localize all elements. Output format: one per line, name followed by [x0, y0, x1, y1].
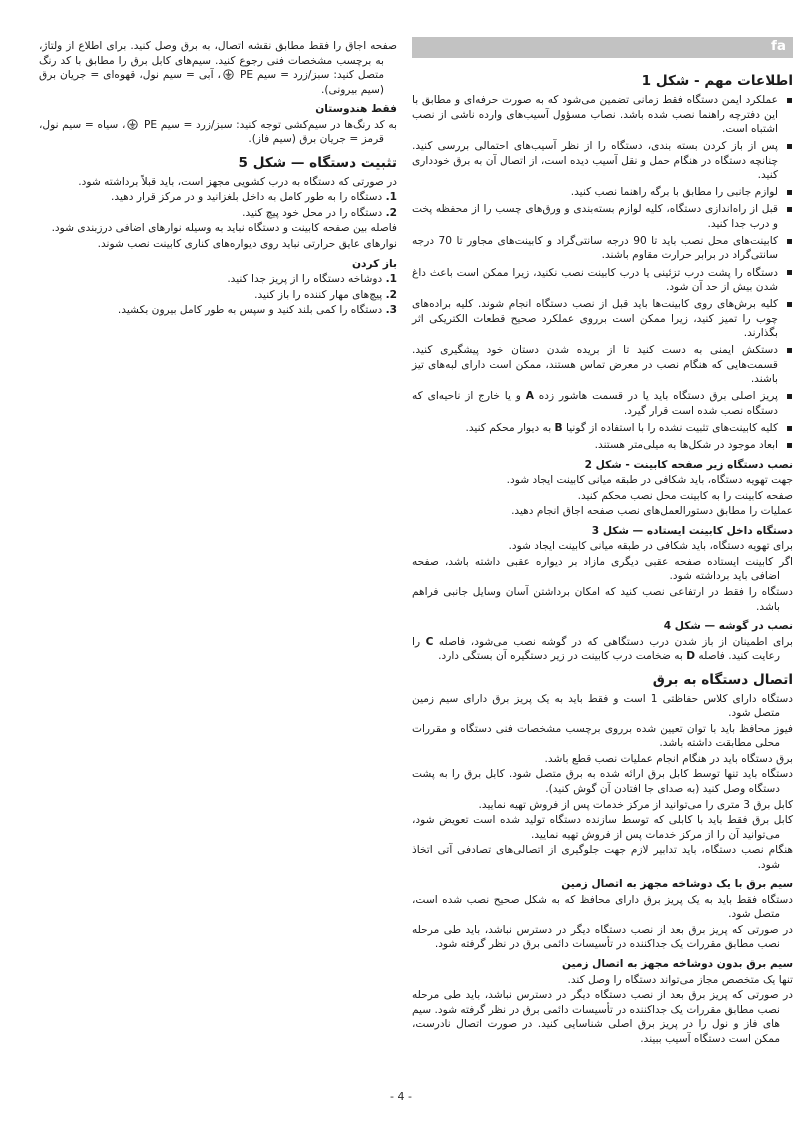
bullet-text: پریز اصلی برق دستگاه باید یا در قسمت هاشور زده A و یا خارج از ناحیه‌ای که دستگاه نصب شده است قرار گیرد. — [412, 390, 778, 417]
bullet-square-icon — [787, 394, 792, 399]
bullet-text: لوازم جانبی را مطابق با برگه راهنما نصب کنید. — [570, 186, 778, 199]
subsection-heading: فقط هندوستان — [315, 103, 397, 116]
paragraph: دستگاه فقط باید به یک پریز برق دارای محافظ که به شکل صحیح نصب شده است، متصل شود. — [412, 893, 793, 921]
paragraph: عملیات را مطابق دستورالعمل‌های نصب صفحه اجاق انجام دهید. — [511, 505, 793, 518]
bullet-text: کابینت‌های محل نصب باید تا 90 درجه سانتی‌گراد و کابینت‌های مجاور تا 70 درجه سانتی‌گراد در برابر حرارت مقاوم باشند. — [412, 234, 778, 262]
paragraph: در صورتی که پریز برق بعد از نصب دستگاه دیگر در دسترس نباشد، باید طی مرحله نصب مطابق مقررات یک جداکننده در تأسیسات دائمی برق در نظر گرفته شود. سیم های فاز و نول را در پریز برق اصلی شناسایی کنید. در صورت اتصال نادرست، ممکن است دستگاه آسیب ببیند. — [412, 989, 793, 1045]
paragraph: اگر کابینت ایستاده صفحه عقبی دیگری مازاد بر دیواره عقبی داشته باشد، صفحه اضافی باید برداشته شود. — [412, 555, 793, 583]
bullet-text: دستکش ایمنی به دست کنید تا از بریده شدن دستان خود پیشگیری کنید. قسمت‌هایی که هنگام نصب در معرض تماس هستند، ممکن است دارای لبه‌های تیز باشند. — [412, 344, 778, 386]
paragraph: هنگام نصب دستگاه، باید تدابیر لازم جهت جلوگیری از اتصالی‌های تصادفی آتی اتخاذ شود. — [412, 844, 793, 871]
right-column — [412, 37, 793, 1047]
page-number: - 4 - — [390, 1090, 412, 1103]
paragraph: تنها یک متخصص مجاز می‌تواند دستگاه را وصل کند. — [567, 973, 793, 986]
section-heading: اطلاعات مهم - شکل 1 — [641, 73, 793, 89]
left-column-content — [39, 39, 397, 318]
bullet-item — [412, 389, 793, 418]
paragraph: صفحه اجاق را فقط مطابق نقشه اتصال، به برق وصل کنید. برای اطلاع از ولتاژ، به برچسب مشخصات فنی رجوع کنید. سیم‌های کابل برق را مطابق با کد رنگ متصل کنید: سبز/زرد = سیم PE ، آبی = سیم نول، قهوه‌ای = جریان برق (سیم بیرونی). — [39, 40, 397, 96]
language-bar — [412, 37, 793, 58]
paragraph: کابل برق فقط باید با کابلی که توسط سازنده دستگاه تولید شده است تعویض شود، می‌توانید آن را از مرکز خدمات پس از فروش تهیه نمایید. — [412, 814, 793, 841]
bullet-text: ابعاد موجود در شکل‌ها به میلی‌متر هستند. — [594, 439, 778, 452]
paragraph: برای اطمینان از باز شدن درب دستگاهی که در گوشه نصب می‌شود، فاصله C را رعایت کنید. فاصله D به ضخامت درب کابینت در زیر دستگیره آن بستگی دارد. — [412, 635, 793, 663]
paragraph: جهت تهویه دستگاه، باید شکافی در طبقه میانی کابینت ایجاد شود. — [506, 474, 793, 487]
bullet-square-icon — [787, 270, 792, 275]
numbered-step: 3. دستگاه را کمی بلند کنید و سپس به طور کامل بیرون بکشید. — [117, 304, 397, 317]
bullet-square-icon — [787, 190, 792, 195]
subsection-heading: سیم برق با یک دوشاخه مجهز به اتصال زمین — [561, 878, 793, 891]
subsection-heading: نصب دستگاه زیر صفحه کابینت - شکل 2 — [584, 458, 793, 471]
left-column — [39, 39, 397, 319]
bullet-item — [412, 266, 793, 295]
bullet-square-icon — [787, 144, 792, 149]
bullet-item — [412, 139, 793, 183]
subsection-heading: باز کردن — [352, 257, 397, 270]
bullet-square-icon — [787, 426, 792, 431]
paragraph: نوارهای عایق حرارتی نباید روی دیواره‌های کناری کابینت نصب شوند. — [97, 238, 397, 251]
language-tag-label: fa — [771, 38, 786, 54]
bullet-square-icon — [787, 348, 792, 353]
paragraph: برق دستگاه باید در هنگام انجام عملیات نصب قطع باشد. — [544, 752, 793, 765]
paragraph: دستگاه باید تنها توسط کابل برق ارائه شده به برق متصل شود. کابل برق را به پشت دستگاه وصل کنید (به صدای جا افتادن آن گوش کنید). — [412, 768, 793, 795]
paragraph: برای تهویه دستگاه، باید شکافی در طبقه میانی کابینت ایجاد شود. — [508, 540, 793, 553]
earth-ground-icon — [127, 119, 138, 130]
bullet-item — [412, 421, 793, 436]
bullet-square-icon — [787, 98, 792, 103]
paragraph: در صورتی که پریز برق بعد از نصب دستگاه دیگر در دسترس نباشد، باید طی مرحله نصب مطابق مقررات یک جداکننده در تأسیسات دائمی برق در نظر گرفته شود. — [412, 923, 793, 951]
bullet-item — [412, 234, 793, 263]
paragraph: فیوز محافظ باید با توان تعیین شده برروی برچسب مشخصات فنی دستگاه و مقررات محلی مطابقت داشته باشد. — [412, 722, 793, 750]
bullet-item — [412, 297, 793, 341]
paragraph: دستگاه را فقط در ارتفاعی نصب کنید که امکان برداشتن آسان وسایل جانبی فراهم باشد. — [412, 585, 793, 613]
bullet-item — [412, 185, 793, 200]
section-heading: اتصال دستگاه به برق — [652, 671, 793, 688]
bullet-square-icon — [787, 302, 792, 307]
bullet-square-icon — [787, 207, 792, 212]
bullet-text: کلیه کابینت‌های تثبیت نشده را با استفاده از گونیا B به دیوار محکم کنید. — [465, 421, 778, 434]
bullet-square-icon — [787, 239, 792, 244]
bullet-text: کلیه برش‌های روی کابینت‌ها باید قبل از نصب دستگاه انجام شوند. کلیه براده‌های چوب را تمیز کنید، زیرا ممکن است برروی عملکرد صحیح قطعات الکتریکی اثر بگذارند. — [412, 298, 778, 340]
bullet-text: پس از باز کردن بسته بندی، دستگاه را از نظر آسیب‌های احتمالی بررسی کنید. چنانچه دستگاه در هنگام حمل و نقل آسیب دیده است، از اتصال آن به برق خودداری کنید. — [412, 140, 778, 182]
paragraph: به کد رنگ‌ها در سیم‌کشی توجه کنید: سبز/زرد = سیم PE ، سیاه = سیم نول، قرمز = جریان برق (سیم فاز). — [39, 118, 397, 146]
numbered-step: 2. دستگاه را در محل خود پیچ کنید. — [242, 206, 397, 219]
bullet-text: قبل از راه‌اندازی دستگاه، کلیه لوازم بسته‌بندی و ورق‌های چسب را از محفظه پخت و درب جدا کنید. — [412, 203, 778, 230]
bullet-item — [412, 93, 793, 137]
paragraph: دستگاه دارای کلاس حفاظتی 1 است و فقط باید به یک پریز برق دارای سیم زمین متصل شود. — [412, 692, 794, 720]
bullet-text: دستگاه را پشت درب تزئینی یا درب کابینت نصب نکنید، زیرا ممکن است باعث داغ شدن بیش از حد آن شود. — [412, 266, 778, 294]
earth-ground-icon — [223, 69, 234, 80]
bullet-square-icon — [787, 443, 792, 448]
section-heading: تثبیت دستگاه — شکل 5 — [238, 154, 397, 171]
paragraph: صفحه کابینت را به کابینت محل نصب محکم کنید. — [577, 489, 793, 502]
subsection-heading: دستگاه داخل کابینت ایستاده — شکل 3 — [591, 524, 793, 537]
bullet-item — [412, 202, 793, 231]
numbered-step: 1. دوشاخه دستگاه را از پریز جدا کنید. — [227, 273, 397, 286]
subsection-heading: نصب در گوشه — شکل 4 — [663, 620, 793, 633]
bullet-item — [412, 438, 793, 453]
paragraph: کابل برق 3 متری را می‌توانید از مرکز خدمات پس از فروش تهیه نمایید. — [478, 798, 793, 811]
numbered-step: 2. پیچ‌های مهار کننده را باز کنید. — [254, 288, 397, 301]
bullet-item — [412, 343, 793, 387]
right-column-content — [412, 73, 793, 1046]
bullet-text: عملکرد ایمن دستگاه فقط زمانی تضمین می‌شود که به صورت حرفه‌ای و مطابق با این دفترچه راهنما نصب شده باشد. نصاب مسؤول آسیب‌های وارده ناشی از نصب اشتباه است. — [412, 94, 778, 136]
subsection-heading: سیم برق بدون دوشاخه مجهز به اتصال زمین — [561, 957, 793, 970]
paragraph: در صورتی که دستگاه به درب کشویی مجهز است، باید قبلاً برداشته شود. — [78, 175, 397, 188]
numbered-step: 1. دستگاه را به طور کامل به داخل بلغزانید و در مرکز قرار دهید. — [111, 191, 397, 204]
paragraph: فاصله بین صفحه کابینت و دستگاه نباید به وسیله نوارهای اضافی درزبندی شود. — [51, 222, 397, 235]
